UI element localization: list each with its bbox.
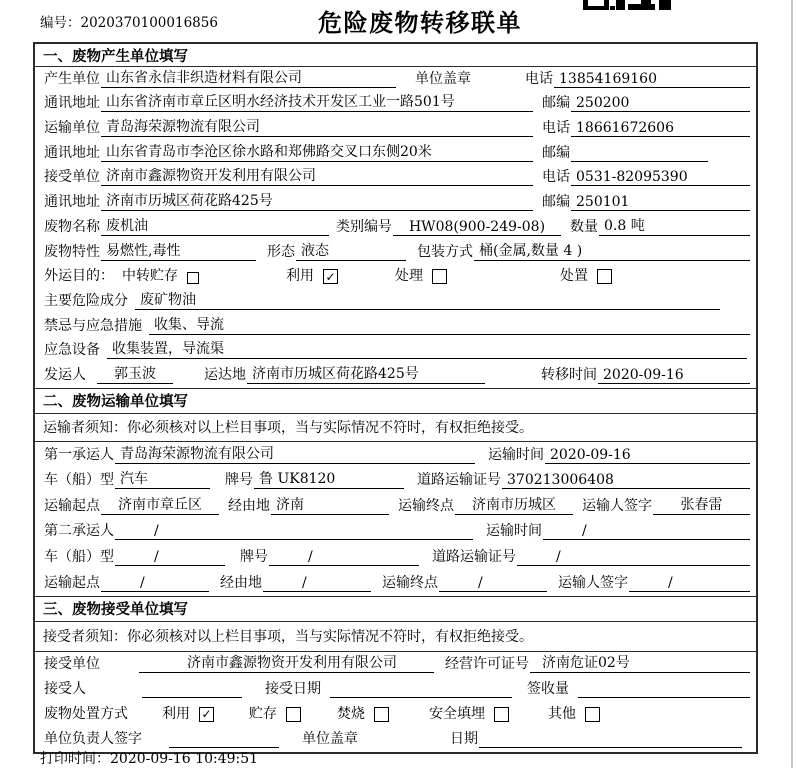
- row-first-carrier: [35, 442, 756, 468]
- row-emergency-equipment: [35, 339, 756, 364]
- road-license-value: 370213006408: [502, 472, 750, 489]
- disposal-storage-label: 贮存: [249, 705, 277, 722]
- category-code-label: 类别编号: [336, 218, 392, 235]
- route-end-value: 济南市历城区: [455, 494, 573, 515]
- destination-value: 济南市历城区荷花路425号: [247, 363, 485, 384]
- zip-label: 邮编: [542, 144, 570, 161]
- transporter-address-value: 山东省青岛市李沧区徐水路和郑佛路交叉口东侧20米: [101, 141, 533, 162]
- section3-notice: 接受者须知：你必须核对以上栏目事项，当与实际情况不符时，有权拒绝接受。: [35, 622, 756, 652]
- zip-label: 邮编: [542, 95, 570, 112]
- accept-unit-label: 接受单位: [44, 655, 100, 672]
- phone-label: 电话: [542, 169, 570, 186]
- vehicle-type-value: 汽车: [115, 468, 210, 489]
- serial-value: 2020370100016856: [80, 15, 218, 31]
- purpose-treat-label: 处理: [395, 268, 423, 285]
- route-end-label: 运输终点: [382, 574, 438, 591]
- waste-name-label: 废物名称: [44, 218, 100, 235]
- zip-label: 邮编: [542, 194, 570, 211]
- road-license-2-value: /: [517, 549, 750, 566]
- disposal-other-label: 其他: [548, 705, 576, 722]
- row-route-2: [35, 570, 756, 596]
- purpose-label: 外运目的：: [44, 268, 114, 285]
- row-transporter: [35, 116, 756, 141]
- taboo-measures-label: 禁忌与应急措施: [44, 317, 142, 334]
- purpose-transfer-storage-checkbox: [187, 272, 199, 284]
- row-transporter-address: [35, 141, 756, 166]
- vehicle-type-label: 车（船）型: [44, 548, 114, 565]
- receiver-zip-value: 250101: [571, 194, 750, 211]
- qr-code-fragment-icon: [583, 0, 671, 10]
- section3-header: 三、废物接受单位填写: [35, 596, 756, 622]
- route-end-2-value: /: [439, 575, 547, 592]
- purpose-utilize-label: 利用: [286, 268, 314, 285]
- route-start-2-value: /: [101, 575, 209, 592]
- acceptor-value: [142, 697, 242, 698]
- row-producer-address: [35, 92, 756, 117]
- carrier-sign-label: 运输人签字: [558, 574, 628, 591]
- route-via-2-value: /: [263, 575, 371, 592]
- shipper-label: 发运人: [44, 366, 86, 383]
- form-value: 液态: [296, 240, 406, 261]
- transfer-time-label: 转移时间: [541, 366, 597, 383]
- emergency-equipment-value: 收集装置，导流渠: [107, 338, 747, 359]
- vehicle-type-2-value: /: [115, 549, 225, 566]
- route-start-label: 运输起点: [44, 497, 100, 514]
- packing-label: 包装方式: [417, 243, 473, 260]
- disposal-utilize-checkbox: ✓: [199, 707, 214, 722]
- serial-number: [40, 11, 218, 31]
- receiver-label: 接受单位: [44, 169, 100, 186]
- row-accept-unit: [35, 652, 756, 677]
- producer-label: 产生单位: [44, 70, 100, 87]
- phone-label: 电话: [542, 120, 570, 137]
- disposal-storage-checkbox: [286, 707, 301, 722]
- route-via-label: 经由地: [220, 574, 262, 591]
- row-vehicle-1: [35, 468, 756, 494]
- section2-header: 二、废物运输单位填写: [35, 388, 756, 414]
- purpose-dispose-label: 处置: [560, 268, 588, 285]
- quantity-label: 数量: [570, 218, 598, 235]
- serial-label: 编号：: [40, 15, 81, 31]
- carrier-sign-2-value: /: [629, 575, 750, 592]
- row-route-1: [35, 493, 756, 519]
- quantity-value: 0.8 吨: [599, 215, 750, 236]
- acceptor-label: 接受人: [44, 680, 86, 697]
- second-carrier-value: /: [115, 523, 473, 540]
- seal-label: 单位盖章: [415, 70, 471, 87]
- print-time-value: 2020-09-16 10:49:51: [110, 751, 259, 767]
- row-producer: [35, 67, 756, 92]
- row-second-carrier: [35, 519, 756, 545]
- row-hazard-component: [35, 289, 756, 314]
- transport-time-label: 运输时间: [486, 523, 542, 540]
- disposal-landfill-label: 安全填埋: [429, 705, 485, 722]
- row-acceptor: [35, 677, 756, 702]
- category-code-value: HW08(900-249-08): [393, 219, 561, 236]
- row-receiver: [35, 166, 756, 191]
- purpose-transfer-storage-label: 中转贮存: [122, 268, 178, 285]
- producer-phone-value: 13854169160: [554, 71, 750, 88]
- receiver-phone-value: 0531-82095390: [571, 169, 750, 186]
- taboo-measures-value: 收集、导流: [149, 314, 750, 335]
- signed-quantity-label: 签收量: [527, 680, 569, 697]
- date-label: 日期: [450, 730, 478, 747]
- vehicle-type-label: 车（船）型: [44, 472, 114, 489]
- transfer-time-value: 2020-09-16: [598, 367, 750, 384]
- transporter-zip-value: [571, 161, 708, 162]
- first-carrier-value: 青岛海荣源物流有限公司: [115, 443, 475, 464]
- purpose-utilize-checkbox: ✓: [323, 269, 338, 284]
- print-time: [40, 748, 258, 768]
- hazard-component-label: 主要危险成分: [44, 292, 128, 309]
- transfer-form-table: [33, 42, 758, 754]
- emergency-equipment-label: 应急设备: [44, 342, 100, 359]
- form-label: 形态: [267, 243, 295, 260]
- route-via-label: 经由地: [228, 497, 270, 514]
- transporter-value: 青岛海荣源物流有限公司: [101, 116, 533, 137]
- road-license-label: 道路运输证号: [432, 548, 516, 565]
- accept-unit-value: 济南市鑫源物资开发利用有限公司: [139, 652, 434, 673]
- row-shipper: [35, 363, 756, 388]
- first-carrier-label: 第一承运人: [44, 446, 114, 463]
- route-start-label: 运输起点: [44, 574, 100, 591]
- road-license-label: 道路运输证号: [417, 472, 501, 489]
- purpose-treat-checkbox: [432, 269, 447, 284]
- transporter-label: 运输单位: [44, 120, 100, 137]
- plate-label: 牌号: [225, 472, 253, 489]
- waste-name-value: 废机油: [101, 215, 329, 236]
- producer-address-value: 山东省济南市章丘区明水经济技术开发区工业一路501号: [101, 91, 533, 112]
- address-label: 通讯地址: [44, 194, 100, 211]
- unit-seal-label: 单位盖章: [302, 730, 358, 747]
- receiver-address-value: 济南市历城区荷花路425号: [101, 190, 533, 211]
- route-start-value: 济南市章丘区: [101, 494, 219, 515]
- row-disposal-method: [35, 702, 756, 727]
- receiver-value: 济南市鑫源物资开发利用有限公司: [101, 165, 533, 186]
- disposal-utilize-label: 利用: [162, 705, 190, 722]
- transporter-phone-value: 18661672606: [571, 120, 750, 137]
- print-time-label: 打印时间：: [40, 751, 110, 767]
- business-license-value: 济南危证02号: [530, 652, 750, 673]
- hazard-component-value: 废矿物油: [135, 289, 720, 310]
- disposal-incinerate-label: 焚烧: [337, 705, 365, 722]
- shipper-value: 郭玉波: [97, 363, 173, 384]
- row-taboo-measures: [35, 314, 756, 339]
- carrier-sign-label: 运输人签字: [582, 497, 652, 514]
- disposal-landfill-checkbox: [494, 707, 509, 722]
- producer-value: 山东省永信非织造材料有限公司: [101, 67, 396, 88]
- phone-label: 电话: [525, 70, 553, 87]
- transport-time-value: 2020-09-16: [545, 447, 750, 464]
- packing-value: 桶(金属,数量 4 ): [474, 240, 750, 261]
- route-via-value: 济南: [271, 494, 389, 515]
- transport-time-2-value: /: [543, 523, 750, 540]
- address-label: 通讯地址: [44, 144, 100, 161]
- accept-date-value: [330, 697, 512, 698]
- waste-property-value: 易燃性,毒性: [101, 240, 256, 261]
- transport-time-label: 运输时间: [488, 446, 544, 463]
- responsible-sign-label: 单位负责人签字: [44, 730, 142, 747]
- accept-date-label: 接受日期: [265, 680, 321, 697]
- address-label: 通讯地址: [44, 95, 100, 112]
- purpose-dispose-checkbox: [597, 269, 612, 284]
- section2-notice: 运输者须知：你必须核对以上栏目事项，当与实际情况不符时，有权拒绝接受。: [35, 414, 756, 442]
- waste-property-label: 废物特性: [44, 243, 100, 260]
- route-end-label: 运输终点: [398, 497, 454, 514]
- scan-edge-artifact: [791, 0, 793, 768]
- producer-zip-value: 250200: [571, 95, 750, 112]
- destination-label: 运达地: [204, 366, 246, 383]
- page-title: 危险废物转移联单: [318, 9, 522, 37]
- disposal-incinerate-checkbox: [374, 707, 389, 722]
- plate-label: 牌号: [240, 548, 268, 565]
- disposal-method-label: 废物处置方式: [44, 705, 128, 722]
- row-purpose: [35, 265, 756, 290]
- business-license-label: 经营许可证号: [445, 655, 529, 672]
- plate-value: 鲁 UK8120: [254, 468, 404, 489]
- section1-header: 一、废物产生单位填写: [35, 44, 756, 67]
- date-value: [479, 747, 742, 748]
- row-receiver-address: [35, 190, 756, 215]
- row-waste-name: [35, 215, 756, 240]
- disposal-other-checkbox: [585, 707, 600, 722]
- row-waste-property: [35, 240, 756, 265]
- signed-quantity-value: [578, 697, 750, 698]
- second-carrier-label: 第二承运人: [44, 523, 114, 540]
- carrier-sign-value: 张春雷: [653, 494, 750, 515]
- row-vehicle-2: [35, 544, 756, 570]
- plate-2-value: /: [269, 549, 419, 566]
